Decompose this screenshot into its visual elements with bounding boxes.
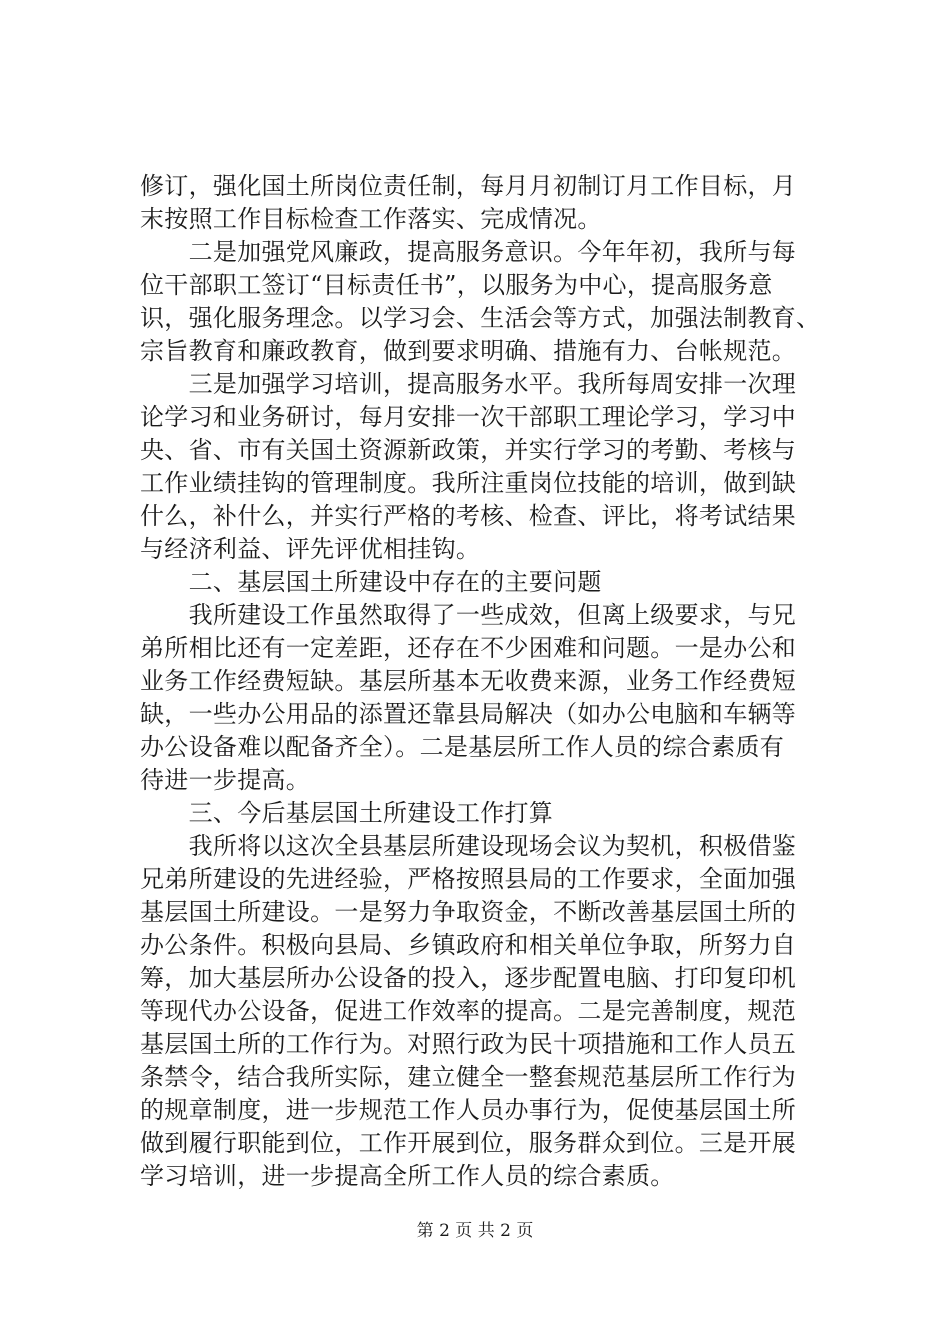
text-line: 我所将以这次全县基层所建设现场会议为契机，积极借鉴 bbox=[140, 832, 797, 860]
text-line: 修订，强化国土所岗位责任制，每月月初制订月工作目标，月 bbox=[140, 172, 797, 200]
text-line: 办公设备难以配备齐全）。二是基层所工作人员的综合素质有 bbox=[140, 733, 785, 761]
text-line: 基层国土所的工作行为。对照行政为民十项措施和工作人员五 bbox=[140, 1030, 797, 1058]
text-line: 兄弟所建设的先进经验，严格按照县局的工作要求，全面加强 bbox=[140, 865, 797, 893]
text-line: 位干部职工签订“目标责任书”，以服务为中心，提高服务意 bbox=[140, 271, 773, 299]
text-line: 识，强化服务理念。以学习会、生活会等方式，加强法制教育、 bbox=[140, 304, 821, 332]
text-line: 三是加强学习培训，提高服务水平。我所每周安排一次理 bbox=[140, 370, 797, 398]
section-heading: 三、今后基层国土所建设工作打算 bbox=[140, 799, 554, 827]
text-line: 工作业绩挂钩的管理制度。我所注重岗位技能的培训，做到缺 bbox=[140, 469, 797, 497]
text-line: 筹，加大基层所办公设备的投入，逐步配置电脑、打印复印机 bbox=[140, 964, 797, 992]
text-line: 的规章制度，进一步规范工作人员办事行为，促使基层国土所 bbox=[140, 1096, 797, 1124]
text-line: 办公条件。积极向县局、乡镇政府和相关单位争取，所努力自 bbox=[140, 931, 797, 959]
text-line: 宗旨教育和廉政教育，做到要求明确、措施有力、台帐规范。 bbox=[140, 337, 797, 365]
text-line: 与经济利益、评先评优相挂钩。 bbox=[140, 535, 481, 563]
text-line: 我所建设工作虽然取得了一些成效，但离上级要求，与兄 bbox=[140, 601, 797, 629]
text-line: 待进一步提高。 bbox=[140, 766, 311, 794]
text-line: 末按照工作目标检查工作落实、完成情况。 bbox=[140, 205, 602, 233]
body-text bbox=[140, 170, 860, 1193]
text-line: 论学习和业务研讨，每月安排一次干部职工理论学习，学习中 bbox=[140, 403, 797, 431]
text-line: 做到履行职能到位，工作开展到位，服务群众到位。三是开展 bbox=[140, 1129, 797, 1157]
section-heading: 二、基层国土所建设中存在的主要问题 bbox=[140, 568, 602, 596]
text-line: 弟所相比还有一定差距，还存在不少困难和问题。一是办公和 bbox=[140, 634, 797, 662]
text-line: 等现代办公设备，促进工作效率的提高。二是完善制度，规范 bbox=[140, 997, 797, 1025]
text-line: 央、省、市有关国土资源新政策，并实行学习的考勤、考核与 bbox=[140, 436, 797, 464]
text-line: 基层国土所建设。一是努力争取资金，不断改善基层国土所的 bbox=[140, 898, 797, 926]
text-line: 学习培训，进一步提高全所工作人员的综合素质。 bbox=[140, 1162, 675, 1190]
text-line: 业务工作经费短缺。基层所基本无收费来源，业务工作经费短 bbox=[140, 667, 797, 695]
page-number-footer: 第 2 页 共 2 页 bbox=[416, 1221, 534, 1241]
text-line: 条禁令，结合我所实际，建立健全一整套规范基层所工作行为 bbox=[140, 1063, 797, 1091]
text-line: 缺，一些办公用品的添置还靠县局解决（如办公电脑和车辆等 bbox=[140, 700, 797, 728]
text-line: 什么，补什么，并实行严格的考核、检查、评比，将考试结果 bbox=[140, 502, 797, 530]
text-line: 二是加强党风廉政，提高服务意识。今年年初，我所与每 bbox=[140, 238, 797, 266]
